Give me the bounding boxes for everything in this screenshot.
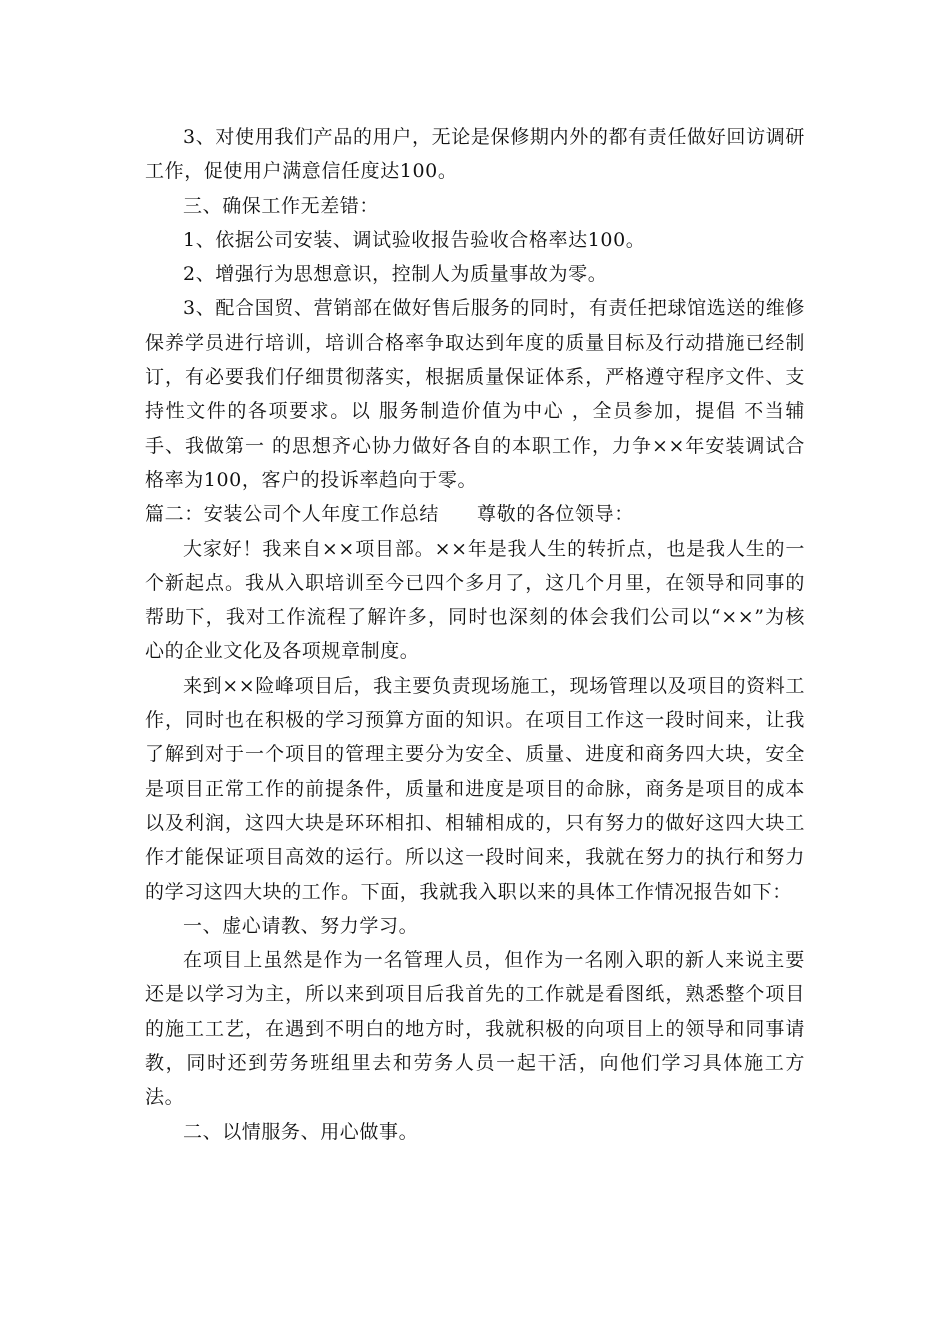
paragraph-item-3-training: 3、配合国贸、营销部在做好售后服务的同时，有责任把球馆选送的维修保养学员进行培训，培训合格率争取达到年度的质量目标及行动措施已经制订，有必要我们仔细贯彻落实，根据质量保证体系，严格遵守程序文件、支持性文件的各项要求。以 服务制造价值为中心 ，全员参加，提倡 不当辅手、我做第一 的思想齐心协力做好各自的本职工作，力争××年安装调试合格率为100，客户的投诉率趋向于零。 bbox=[145, 297, 805, 491]
section-heading-learning: 一、虚心请教、努力学习。 bbox=[183, 914, 419, 937]
section-title-line bbox=[145, 497, 805, 531]
paragraph-item-3-followup: 3、对使用我们产品的用户，无论是保修期内外的都有责任做好回访调研工作，促使用户满意信任度达100。 bbox=[145, 126, 805, 183]
section-heading: 篇二：安装公司个人年度工作总结 bbox=[145, 503, 440, 526]
paragraph-learning: 在项目上虽然是作为一名管理人员，但作为一名刚入职的新人来说主要还是以学习为主，所以来到项目后我首先的工作就是看图纸，熟悉整个项目的施工工艺，在遇到不明白的地方时，我就积极的向项目上的领导和同事请教，同时还到劳务班组里去和劳务人员一起干活，向他们学习具体施工方法。 bbox=[145, 949, 805, 1109]
section-heading-service: 二、以情服务、用心做事。 bbox=[183, 1120, 419, 1143]
section-heading-no-errors: 三、确保工作无差错： bbox=[183, 194, 380, 217]
paragraph-greeting: 大家好！我来自××项目部。××年是我人生的转折点，也是我人生的一个新起点。我从入职培训至今已四个多月了，这几个月里，在领导和同事的帮助下，我对工作流程了解许多，同时也深刻的体会我们公司以“××”为核心的企业文化及各项规章制度。 bbox=[145, 537, 805, 663]
document-body bbox=[145, 120, 805, 1149]
paragraph-item-1-acceptance: 1、依据公司安装、调试验收报告验收合格率达100。 bbox=[183, 228, 646, 251]
paragraph-project-work: 来到××险峰项目后，我主要负责现场施工，现场管理以及项目的资料工作，同时也在积极的学习预算方面的知识。在项目工作这一段时间来，让我了解到对于一个项目的管理主要分为安全、质量、进度和商务四大块，安全是项目正常工作的前提条件，质量和进度是项目的命脉，商务是项目的成本以及利润，这四大块是环环相扣、相辅相成的，只有努力的做好这四大块工作才能保证项目高效的运行。所以这一段时间来，我就在努力的执行和努力的学习这四大块的工作。下面，我就我入职以来的具体工作情况报告如下： bbox=[145, 674, 805, 903]
paragraph-item-2-awareness: 2、增强行为思想意识，控制人为质量事故为零。 bbox=[183, 263, 608, 286]
salutation: 尊敬的各位领导： bbox=[477, 503, 634, 526]
